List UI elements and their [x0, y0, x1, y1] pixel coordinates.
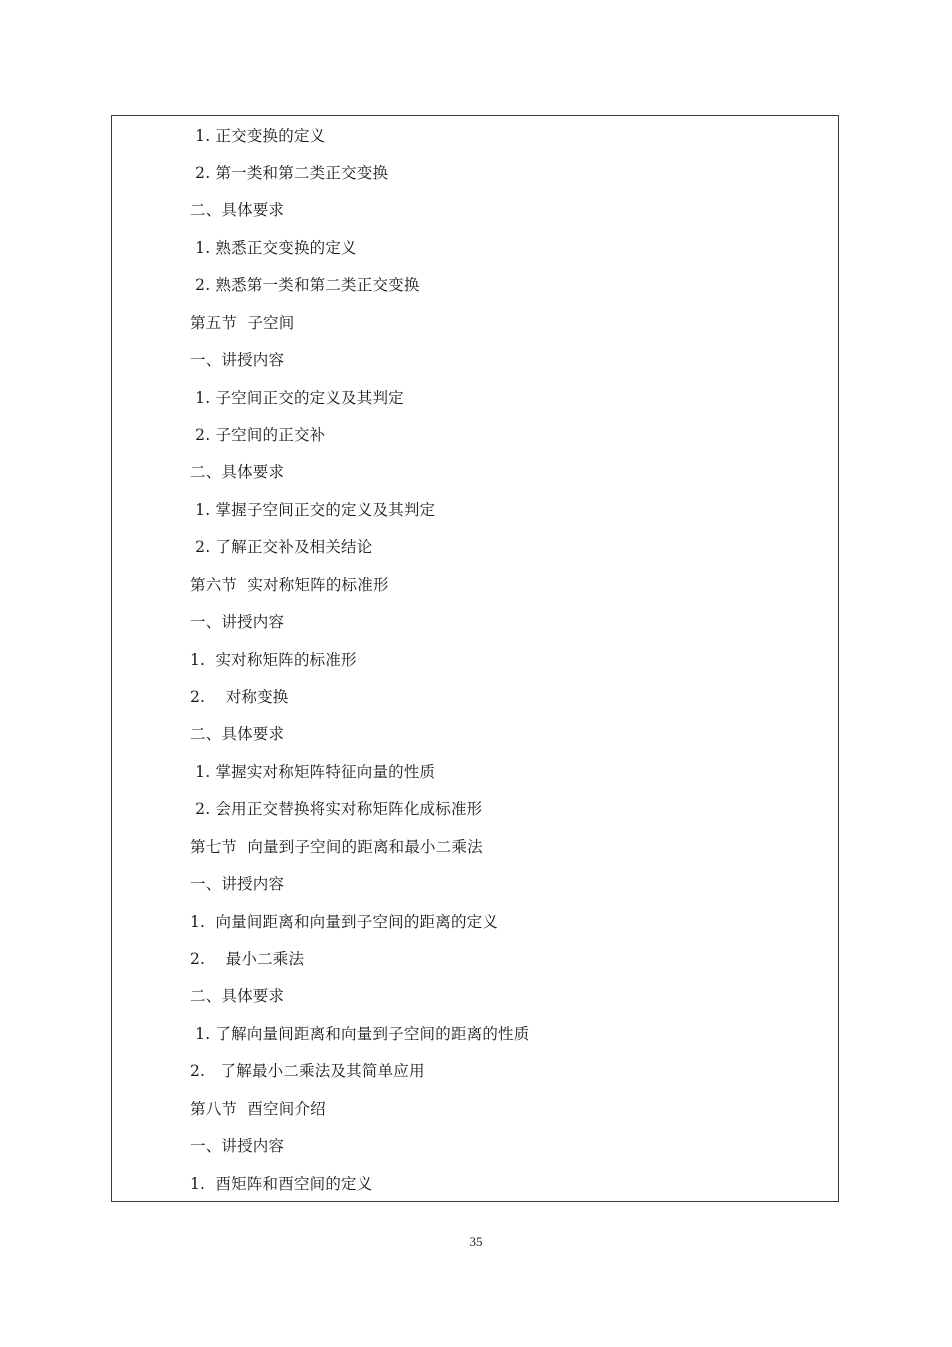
outline-line: 1. 熟悉正交变换的定义: [190, 239, 357, 257]
section-heading: 第六节 实对称矩阵的标准形: [190, 576, 389, 594]
outline-line: 1. 实对称矩阵的标准形: [190, 651, 357, 669]
outline-line: 二、具体要求: [190, 463, 285, 481]
outline-line: 1. 子空间正交的定义及其判定: [190, 389, 404, 407]
outline-line: 2. 对称变换: [190, 688, 289, 706]
outline-line: 1. 了解向量间距离和向量到子空间的距离的性质: [190, 1025, 530, 1043]
page-number: 35: [469, 1234, 483, 1249]
outline-line: 2. 熟悉第一类和第二类正交变换: [190, 276, 420, 294]
outline-line: 一、讲授内容: [190, 351, 285, 369]
outline-line: 2. 了解正交补及相关结论: [190, 538, 373, 556]
outline-line: 2. 了解最小二乘法及其简单应用: [190, 1062, 425, 1080]
section-heading: 第五节 子空间: [190, 314, 295, 332]
outline-line: 2. 最小二乘法: [190, 950, 305, 968]
section-heading: 第七节 向量到子空间的距离和最小二乘法: [190, 838, 483, 856]
outline-line: 1. 向量间距离和向量到子空间的距离的定义: [190, 913, 499, 931]
section-heading: 第八节 酉空间介绍: [190, 1100, 326, 1118]
outline-line: 一、讲授内容: [190, 1137, 285, 1155]
outline-line: 1. 掌握实对称矩阵特征向量的性质: [190, 763, 436, 781]
outline-line: 1. 掌握子空间正交的定义及其判定: [190, 501, 436, 519]
outline-line: 二、具体要求: [190, 725, 285, 743]
outline-line: 2. 第一类和第二类正交变换: [190, 164, 389, 182]
outline-line: 2. 会用正交替换将实对称矩阵化成标准形: [190, 800, 483, 818]
outline-line: 一、讲授内容: [190, 613, 285, 631]
outline-line: 二、具体要求: [190, 201, 285, 219]
outline-line: 2. 子空间的正交补: [190, 426, 326, 444]
outline-line: 1. 酉矩阵和酉空间的定义: [190, 1175, 373, 1193]
content-frame: [111, 115, 839, 1202]
outline-line: 二、具体要求: [190, 987, 285, 1005]
outline-line: 1. 正交变换的定义: [190, 127, 326, 145]
outline-line: 一、讲授内容: [190, 875, 285, 893]
